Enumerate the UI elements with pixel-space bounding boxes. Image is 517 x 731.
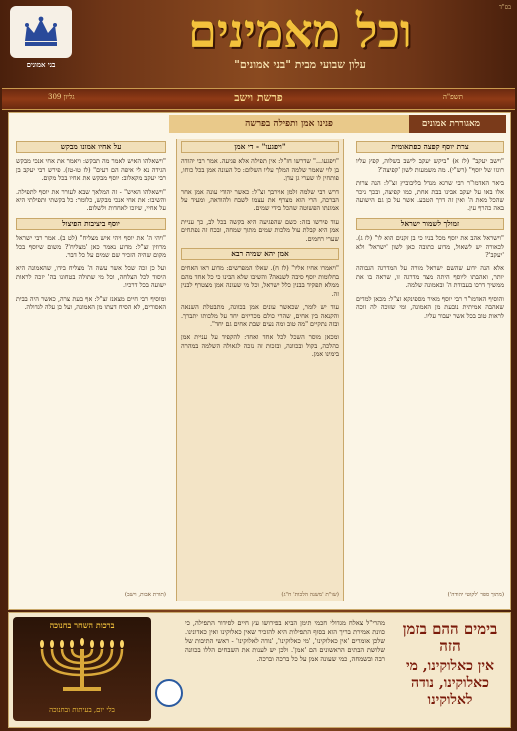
parasha-name: פרשת וישב bbox=[234, 91, 283, 104]
source-credit: (שו"ת 'משנה הלכות' ח"ג) bbox=[281, 591, 339, 598]
logo-crest bbox=[10, 6, 72, 58]
article-paragraph: דרש רבי שלמה זלמן אוירבך זצ"ל: כאשר יהודי עונה אמן אחר הברכה, הרי הוא מצרף את עצמו לשבח ולהודאה, ומעיד על אמונתו הפשוטה שהכל בידי שמים. bbox=[181, 187, 339, 213]
article-paragraph: "ויפגעו..." שדרשו חז"ל: אין תפילה אלא פגיעה. אמר רבי יהודה בן לוי שאמר שלמה המלך עליו השלום: כל העונה אמן בכל כוחו, פותחין לו שערי גן עדן. bbox=[181, 157, 339, 183]
crown-icon bbox=[21, 15, 61, 49]
article-heading: על אחיו אמונו מבקש bbox=[16, 141, 166, 153]
article-heading: זמולך לשמור ישראל bbox=[356, 218, 504, 230]
article-paragraph: והוסיף האדמו"ר רבי יוסף מאיר מספינקא זצ"ל: מכאן למדים שאהבה אמיתית נובעת מן האמונה, ומי שזוכה לה זוכה לראות טוב בכל אשר יעבור עליו. bbox=[356, 294, 504, 320]
article-heading: צרת יוסף קפצה כפתאומית bbox=[356, 141, 504, 153]
right-column bbox=[356, 139, 504, 601]
slogan-line-1: בימים ההם בזמן הזה bbox=[402, 620, 498, 655]
content-frame bbox=[8, 112, 511, 610]
left-column bbox=[16, 139, 166, 601]
logo bbox=[10, 6, 72, 76]
parasha-bar bbox=[2, 88, 515, 110]
menorah-caption: בלי יום, בעיתות ובחנוכה bbox=[49, 706, 115, 714]
article-paragraph: "ויהי ה' את יוסף ויהי איש מצליח" (לט ב). אמר רבי ישראל מרוזין זצ"ל: מדוע נאמר כאן 'מצליח'? משום שיוסף בכל מקום שהיה הזכיר שם שמים על כל דבר. bbox=[16, 234, 166, 260]
article-paragraph: ומכאן מוסר השכל לכל אחד ואחד: להקפיד על עניית אמן כהלכה, בקול ובכוונה, ובזכות זה נזכה לגאולה השלמה במהרה בימינו אמן. bbox=[181, 333, 339, 359]
middle-column bbox=[176, 139, 344, 601]
menorah-icon bbox=[33, 635, 131, 695]
article-paragraph: "וישב יעקב" (לז א) "ביקש יעקב לישב בשלוה, קפץ עליו רוגזו של יוסף" (רש"י). מה משמעות לשון 'קפיצה'? bbox=[356, 157, 504, 174]
bottom-article: מהרי"ל צאלח מגדולי חכמי תימן הביא בפירושו עץ חיים לסידור התפילה, כי כוונת אמירת בריך הוא בסוף התפילות היא להזכיר שאין כאלוקינו ואין כאדונינו. שלכן אומרים 'אין כאלוקינו', 'מי כאלוקינו', 'נודה לאלוקינו' - ראשי התיבות של שלושת הבתים הראשונים הם 'אמן'. ולכן יש לענות את השבחים הללו בכוונה רבה ובשמחה, כמי שעונה אמן על כל ברכה וברכה. bbox=[185, 619, 385, 663]
issue-number: גליון 309 bbox=[48, 93, 75, 101]
article-paragraph: ומוסיף רבי חיים מצאנז זצ"ל: אף בעת צרה, כאשר היה בבית האסורים, לא הסיח דעתו מן האמונה, ועל כן עלה לגדולה. bbox=[16, 294, 166, 312]
article-paragraph: ביאר האדמו"ר רבי שרגא מנדל בליבוביץ זצ"ל: הנה צרות אלו באו על יעקב אבינו בבת אחת, כמו קפיצה, ובכך ניכר שהכל מאת ה' ואין זה דרך הטבע. אשר על כן גם הישועה באה כהרף עין. bbox=[356, 179, 504, 213]
issue-date: תשפ"ה bbox=[442, 93, 463, 101]
source-credit: (תורת אבות, וישב) bbox=[124, 591, 166, 598]
middle-section-header: פנינו אמן ותפילה בפרשה bbox=[169, 115, 409, 133]
slogan-line-2: אין כאלוקינו, מי כאלוקינו, נודה לאלוקינו bbox=[405, 658, 495, 708]
article-heading: "ויפגעו" - די אמן bbox=[181, 141, 339, 153]
article-paragraph: "ויאמרו אחיו אליו" (לז ח). שאלו המפרשים: מדוע ראו האחים בחלומות יוסף סיבה לשנאה? והשיבו שלא הבינו כי כל אחד מהם ממלא תפקיד בבנין כלל ישראל, וכל מי שעונה אמן מצטרף לבנין זה. bbox=[181, 264, 339, 298]
article-heading: אמן יהא שמיה רבא bbox=[181, 248, 339, 260]
article-paragraph: אלא הנה ידוע שהשם ישראל מורה על המדרגה הגבוהה יותר, ואהבתו ליוסף היתה מצד מדרגה זו, שראה בו את ממשיך דרכו בעבודת ה' ובאמונה שלמה. bbox=[356, 264, 504, 290]
article-paragraph: "וישאלהו האיש לאמר מה תבקש: ויאמר את אחי אנכי מבקש הגידה נא לי איפה הם רעים" (לז טו-טז). פירש רבי יעקב בן רבי יעקב מקאלוב: יוסף מבקש את אחיו בכל מקום. bbox=[16, 157, 166, 183]
menorah-title: ברכות השחר בחנוכה bbox=[49, 620, 115, 630]
article-paragraph: ועל כן זכה שכל אשר עשה ה' מצליח בידו, שהאמונה היא היסוד לכל הצלחה, וכל מי שתולה בטחונו בה' יזכה לראות ישועה בכל דרכיו. bbox=[16, 264, 166, 290]
bsd-mark: בס"ד bbox=[499, 4, 511, 11]
logo-text: בני אמונים bbox=[26, 60, 56, 69]
article-heading: יוסף ביציבות הפיצול bbox=[16, 218, 166, 230]
bottom-banner bbox=[8, 612, 511, 728]
newsletter-title: וכל מאמינים bbox=[188, 4, 412, 58]
article-paragraph: עוד יש לומר, שכאשר עונים אמן בכוונה, מתבטלת השנאה והקנאה בין אחים, שהרי כולם מכריזים יחד על מלכותו יתברך. ובזה נתקיים "מה טוב ומה נעים שבת אחים גם יחד". bbox=[181, 303, 339, 328]
source-credit: (מתוך ספר 'לקוטי יהודה') bbox=[447, 591, 504, 598]
masthead bbox=[0, 0, 517, 86]
menorah-panel bbox=[13, 617, 151, 721]
newsletter-subtitle: עלון שבועי מבית "בני אמונים" bbox=[234, 58, 366, 71]
slogan bbox=[396, 621, 504, 709]
right-section-header: מאגוררת אמונים bbox=[396, 115, 506, 133]
seal-icon bbox=[155, 679, 183, 707]
article-paragraph: "וישאלהו האיש" - זה המלאך שבא לעורר את יוסף לתפילה. והשיבו: את אחי אנכי מבקש, כלומר: כל בקשתי ותפילתי היא על אחיי, שיזכו לאחדות ולשלום. bbox=[16, 187, 166, 213]
article-paragraph: עוד פירשו בזה: כשם שהפגיעה היא בקשה בכל לב, כך עניית אמן היא קבלת עול מלכות שמים מתוך שמחה, ובכח זה נפתחים שערי רחמים. bbox=[181, 217, 339, 243]
article-paragraph: "וישראל אהב את יוסף מכל בניו כי בן זקנים הוא לו" (לז ג). לכאורה יש לשאול, מדוע כתובה כאן לשון 'ישראל' ולא 'יעקב'? bbox=[356, 234, 504, 260]
